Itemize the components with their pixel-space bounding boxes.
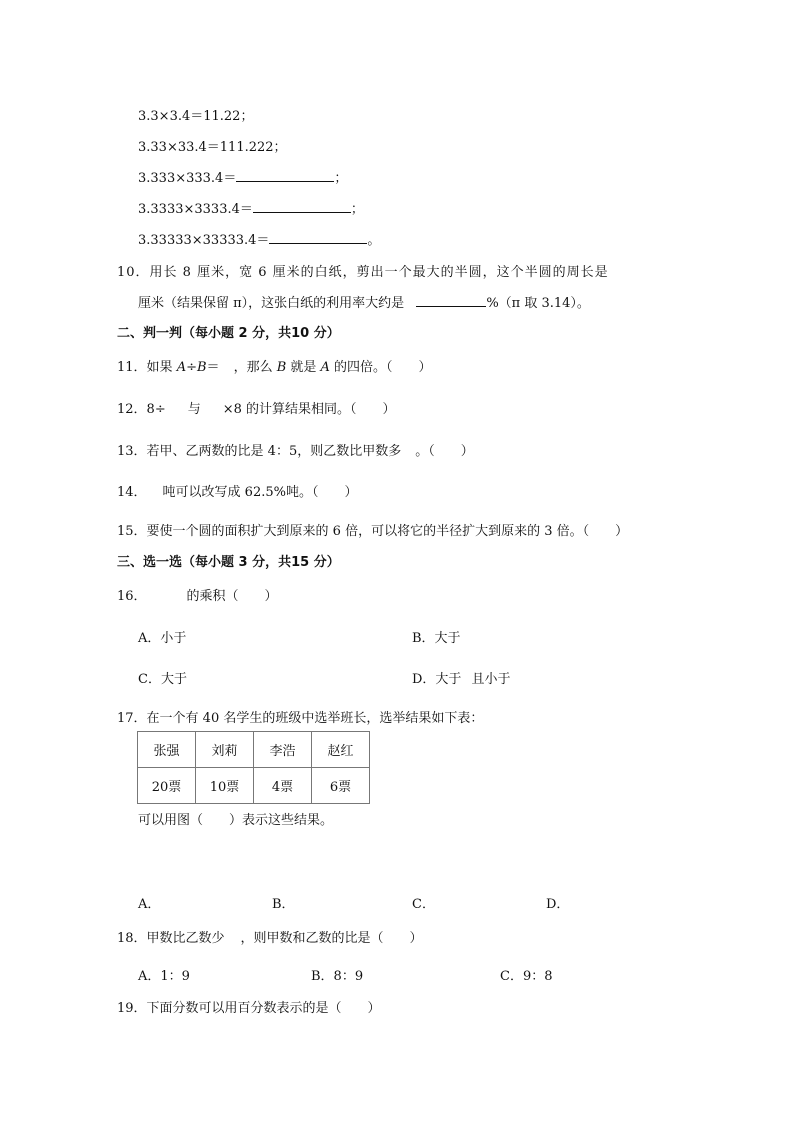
q11-a2: A — [320, 360, 330, 375]
q14-text2: 吨可以改写成 62.5%吨。（ ） — [162, 485, 358, 500]
table-cell: 4票 — [254, 768, 312, 804]
pattern-line-5-end: 。 — [367, 233, 381, 248]
q13-text1: 13．若甲、乙两数的比是 4：5，则乙数比甲数多 — [117, 444, 402, 459]
q11-a: A — [176, 360, 187, 375]
pattern-line-2: 3.33×33.4＝111.222； — [138, 140, 287, 155]
table-cell: 10票 — [196, 768, 254, 804]
section-3-title: 三、选一选（每小题 3 分，共15 分） — [117, 555, 340, 570]
question-18-stem — [117, 927, 423, 946]
q13-text2: 。（ ） — [415, 444, 474, 459]
q12-text3: ×8 的计算结果相同。（ ） — [222, 402, 396, 417]
q11-div: ÷ — [186, 360, 197, 375]
option-b[interactable]: B．8：9 — [311, 969, 364, 984]
pattern-line-4-text: 3.3333×3333.4＝ — [138, 202, 253, 217]
question-15: 15．要使一个圆的面积扩大到原来的 6 倍，可以将它的半径扩大到原来的 3 倍。（ ） — [117, 524, 629, 539]
answer-blank[interactable] — [416, 293, 486, 307]
question-10-end: %（π 取 3.14）。 — [486, 296, 590, 311]
vote-table — [137, 731, 370, 804]
option-d-text2: 且小于 — [471, 672, 511, 687]
table-cell: 20票 — [138, 768, 196, 804]
question-13 — [117, 440, 474, 459]
pattern-line-3-end: ； — [334, 171, 348, 186]
table-row — [138, 732, 370, 768]
pattern-line-3-text: 3.333×333.4＝ — [138, 171, 237, 186]
q11-b: B — [196, 360, 207, 375]
pattern-line-5-text: 3.33333×33333.4＝ — [138, 233, 270, 248]
question-19-stem: 19．下面分数可以用百分数表示的是（ ） — [117, 1001, 381, 1016]
answer-blank[interactable] — [236, 168, 334, 182]
q11-rest3: 的四倍。（ ） — [329, 360, 432, 375]
pattern-line-1: 3.3×3.4＝11.22； — [138, 109, 254, 124]
q11-b2: B — [276, 360, 287, 375]
option-b[interactable]: B． — [272, 897, 295, 912]
q11-num: 11．如果 — [117, 360, 177, 375]
pattern-line-5 — [138, 229, 380, 248]
q18-text2: ，则甲数和乙数的比是（ ） — [240, 931, 423, 946]
q18-text1: 18．甲数比乙数少 — [117, 931, 225, 946]
option-c[interactable]: C．9：8 — [500, 969, 553, 984]
question-10-text: 厘米（结果保留 π），这张白纸的利用率大约是 — [138, 296, 405, 311]
option-d-text1: D．大于 — [412, 672, 462, 687]
option-d[interactable] — [412, 668, 510, 687]
question-10-line-1: 10．用长 8 厘米，宽 6 厘米的白纸，剪出一个最大的半圆，这个半圆的周长是 — [117, 265, 609, 280]
option-a[interactable]: A．小于 — [138, 631, 187, 646]
table-cell: 赵红 — [312, 732, 370, 768]
q14-text1: 14． — [117, 485, 147, 500]
question-16-stem — [117, 585, 278, 604]
table-cell: 李浩 — [254, 732, 312, 768]
pattern-line-4 — [138, 198, 364, 217]
question-14 — [117, 481, 357, 500]
q11-rest2: 就是 — [286, 360, 321, 375]
option-c[interactable]: C． — [412, 897, 435, 912]
table-cell: 刘莉 — [196, 732, 254, 768]
question-11 — [117, 356, 432, 375]
answer-blank[interactable] — [269, 230, 367, 244]
pattern-line-4-end: ； — [350, 202, 364, 217]
question-17-stem: 17．在一个有 40 名学生的班级中选举班长，选举结果如下表： — [117, 711, 484, 726]
q16-num: 16． — [117, 589, 147, 604]
question-10-line-2 — [138, 292, 590, 311]
table-cell: 张强 — [138, 732, 196, 768]
question-12 — [117, 398, 396, 417]
option-b[interactable]: B．大于 — [412, 631, 461, 646]
q12-text1: 12．8÷ — [117, 402, 166, 417]
answer-blank[interactable] — [253, 199, 351, 213]
q11-rest1: ，那么 — [233, 360, 277, 375]
option-a[interactable]: A． — [138, 897, 161, 912]
table-row — [138, 768, 370, 804]
option-d[interactable]: D． — [546, 897, 570, 912]
option-a[interactable]: A．1：9 — [138, 969, 190, 984]
q11-eq: ＝ — [206, 360, 220, 375]
q12-text2: 与 — [187, 402, 201, 417]
table-cell: 6票 — [312, 768, 370, 804]
q16-text: 的乘积（ ） — [186, 589, 278, 604]
question-17-text: 可以用图（ ）表示这些结果。 — [138, 813, 334, 828]
section-2-title: 二、判一判（每小题 2 分，共10 分） — [117, 326, 340, 341]
pattern-line-3 — [138, 167, 347, 186]
option-c[interactable]: C．大于 — [138, 672, 187, 687]
